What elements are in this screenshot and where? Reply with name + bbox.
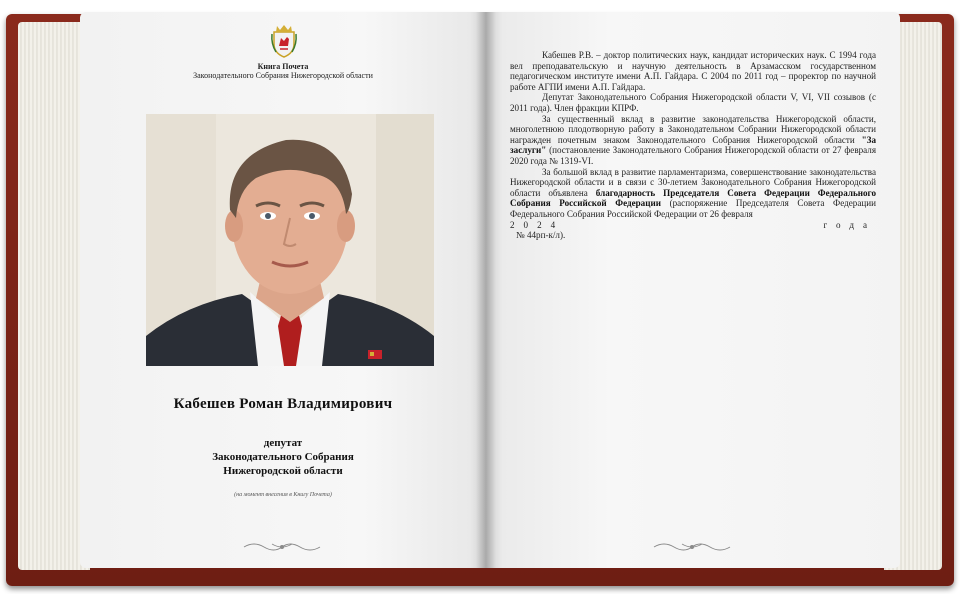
award-1-text: За существенный вклад в развитие законодательства Нижегородской области, многолетнюю плодотворную работу в Законодательном Собрании Нижегородской области награжден почетным знаком Законодательного Собрания Нижегородской области: [510, 113, 876, 145]
ornament-divider-icon: [242, 540, 322, 554]
open-book: [6, 8, 954, 586]
bio-paragraph-deputy: Депутат Законодательного Собрания Нижегородской области V, VI, VII созывов (с 2011 года). Член фракции КПРФ.: [510, 92, 876, 113]
entry-note: (на момент внесения в Книгу Почета): [234, 492, 332, 498]
award-2-year-word: года: [823, 219, 876, 230]
book-title: Книга Почета: [257, 62, 309, 71]
left-page: [80, 12, 486, 568]
award-2-decree: (распоряжение Председателя Совета Федерации Федерального Собрания Российской Федерации от 26 февраля: [510, 198, 876, 219]
role-title: депутат: [263, 437, 303, 449]
award-2-text: За большой вклад в развитие парламентаризма, совершенствование законодательства Нижегородской области и в связи с 30-летием Законодательного Собрания Нижегородской области объявлена: [510, 166, 876, 198]
biography-text: [510, 50, 876, 241]
bio-paragraph-award-1: [510, 114, 876, 167]
role-organization: Законодательного Собрания: [212, 451, 354, 463]
bio-paragraph-award-2: [510, 167, 876, 220]
coat-of-arms-icon: [270, 24, 298, 58]
award-1-decree: (постановление Законодательного Собрания Нижегородской области от 27 февраля 2020 года № 1319-VI.: [510, 145, 876, 166]
bio-paragraph-career: Кабешев Р.В. – доктор политических наук, кандидат исторических наук. С 1994 года вел преподавательскую и научную деятельность в Арзамасском государственном педагогическом институте имени А.П. Гайдара. С 2004 по 2011 год – проректор по научной работе АГПИ имени А.П. Гайдара.: [510, 50, 876, 92]
book-gutter: [476, 12, 496, 568]
bio-year-line: [510, 220, 876, 231]
award-1-name: "За заслуги": [510, 134, 876, 156]
award-2-year: 2024: [510, 219, 565, 230]
ornament-divider-right-icon: [652, 540, 732, 554]
right-page: [486, 12, 900, 568]
role-region: Нижегородской области: [223, 465, 343, 477]
bio-decree-number: № 44рп-к/л).: [516, 230, 566, 241]
book-subtitle: Законодательного Собрания Нижегородской области: [193, 71, 373, 80]
award-2-name: благодарность Председателя Совета Федерации Федерального Собрания Российской Федерации: [510, 187, 876, 209]
person-name: Кабешев Роман Владимирович: [173, 396, 393, 412]
portrait-photo: [146, 114, 434, 366]
